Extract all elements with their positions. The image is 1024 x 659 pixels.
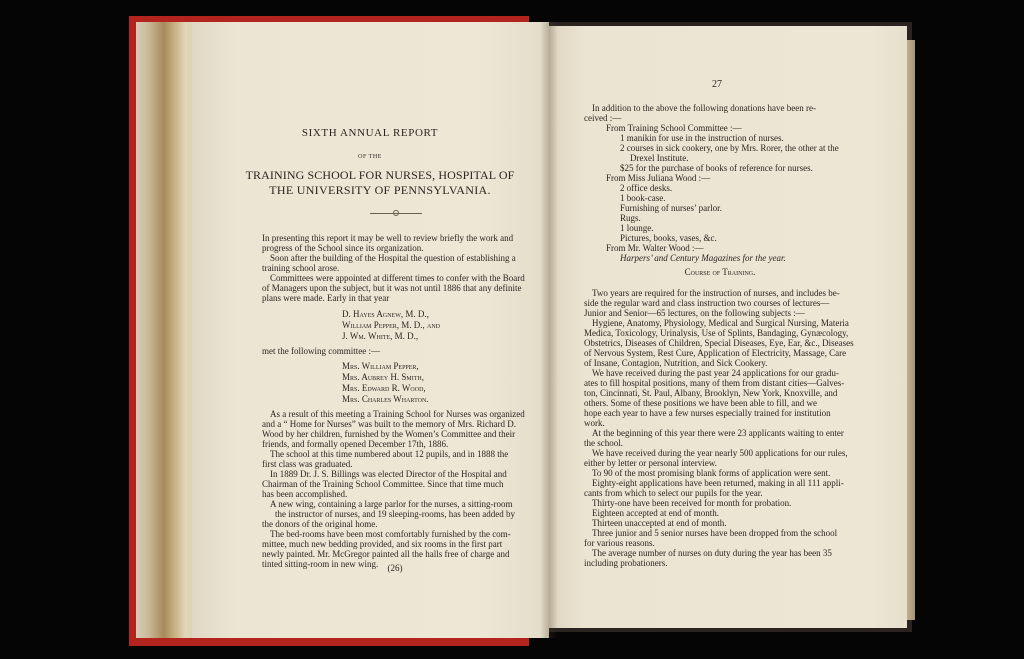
history-line-8: Chairman of the Training School Committee. Since that time much <box>262 479 504 489</box>
donations-line-4: 1 manikin for use in the instruction of nurses. <box>620 133 784 143</box>
intro-line-4: training school arose. <box>262 263 340 273</box>
doctor-3: J. Wm. White, M. D., <box>342 331 419 341</box>
donations-line-16: Harpers’ and Century Magazines for the year. <box>620 253 786 263</box>
course-line-3: Junior and Senior—65 lectures, on the following subjects :— <box>584 308 805 318</box>
course-heading: Course of Training. <box>684 267 756 277</box>
history-line-14: mittee, much new bedding provided, and six rooms in the first part <box>262 539 503 549</box>
course-line-20: Eighty-eight applications have been returned, making in all 111 appli- <box>592 478 844 488</box>
course-line-17: We have received during the year nearly 500 applications for our rules, <box>592 448 848 458</box>
school-title-line2: THE UNIVERSITY OF PENNSYLVANIA. <box>269 183 491 197</box>
intro-line-2: progress of the School since its organization. <box>262 243 424 253</box>
history-line-15: newly painted. Mr. McGregor painted all the halls free of charge and <box>262 549 510 559</box>
course-line-15: At the beginning of this year there were 23 applicants waiting to enter <box>592 428 844 438</box>
page-edge-stack <box>136 22 198 638</box>
course-line-27: The average number of nurses on duty during the year has been 35 <box>592 548 832 558</box>
course-line-5: Medica, Toxicology, Urinalysis, Use of Splints, Bandaging, Gynæcology, <box>584 328 849 338</box>
course-line-21: cants from which to select our pupils for the year. <box>584 488 763 498</box>
donations-line-7: $25 for the purchase of books of reference for nurses. <box>620 163 813 173</box>
school-title-line1: TRAINING SCHOOL FOR NURSES, HOSPITAL OF <box>245 168 515 182</box>
donations-line-3: From Training School Committee :— <box>606 123 742 133</box>
course-line-2: side the regular ward and class instruction two courses of lectures— <box>584 298 830 308</box>
course-line-6: Obstetrics, Diseases of Children, Special Diseases, Eye, Ear, &c., Diseases <box>584 338 854 348</box>
course-line-26: for various reasons. <box>584 538 655 548</box>
donations-line-15: From Mr. Walter Wood :— <box>606 243 704 253</box>
history-line-1: As a result of this meeting a Training School for Nurses was organized <box>270 409 525 419</box>
course-line-14: work. <box>584 418 605 428</box>
course-line-7: of Nervous System, Rest Cure, Application of Electricity, Massage, Care <box>584 348 847 358</box>
history-line-7: In 1889 Dr. J. S. Billings was elected Director of the Hospital and <box>270 469 507 479</box>
intro-line-6: of Managers upon the subject, but it was not until 1886 that any definite <box>262 283 522 293</box>
right-page-number: 27 <box>712 79 722 90</box>
intro-line-5: Committees were appointed at different times to confer with the Board <box>270 273 525 283</box>
donations-line-5: 2 courses in sick cookery, one by Mrs. Rorer, the other at the <box>620 143 839 153</box>
committee-member-2: Mrs. Aubrey H. Smith, <box>342 372 425 382</box>
course-line-12: others. Some of these positions we have been able to fill, and we <box>584 398 817 408</box>
doctor-2: William Pepper, M. D., and <box>342 320 441 330</box>
donations-line-1: In addition to the above the following donations have been re- <box>592 103 816 113</box>
course-line-25: Three junior and 5 senior nurses have been dropped from the school <box>592 528 838 538</box>
course-line-10: ates to fill hospital positions, many of them from distant cities—Galves- <box>584 378 845 388</box>
course-line-4: Hygiene, Anatomy, Physiology, Medical and Surgical Nursing, Materia <box>592 318 849 328</box>
donations-line-8: From Miss Juliana Wood :— <box>606 173 711 183</box>
report-title: SIXTH ANNUAL REPORT <box>301 127 439 139</box>
met-committee-line: met the following committee :— <box>262 346 380 356</box>
donations-line-2: ceived :— <box>584 113 622 123</box>
course-line-18: either by letter or personal interview. <box>584 458 717 468</box>
course-line-24: Thirteen unaccepted at end of month. <box>592 518 727 528</box>
donations-line-12: Rugs. <box>620 213 641 223</box>
course-line-28: including probationers. <box>584 558 668 568</box>
doctor-1: D. Hayes Agnew, M. D., <box>342 309 429 319</box>
course-line-11: ton, Cincinnati, St. Paul, Albany, Brooklyn, New York, Knoxville, and <box>584 388 838 398</box>
committee-member-4: Mrs. Charles Wharton. <box>342 394 429 404</box>
course-line-13: hope each year to have a few nurses especially trained for institution <box>584 408 831 418</box>
course-line-16: the school. <box>584 438 623 448</box>
course-line-22: Thirty-one have been received for month for probation. <box>592 498 792 508</box>
history-line-13: The bed-rooms have been most comfortably furnished by the com- <box>270 529 511 539</box>
history-line-2: and a “ Home for Nurses” was built to the memory of Mrs. Richard D. <box>262 419 516 429</box>
course-line-8: of Insane, Contagion, Nutrition, and Sick Cookery. <box>584 358 768 368</box>
course-line-23: Eighteen accepted at end of month. <box>592 508 719 518</box>
history-line-10: A new wing, containing a large parlor for the nurses, a sitting-room <box>270 499 513 509</box>
left-page-number: (26) <box>387 563 403 573</box>
history-line-6: first class was graduated. <box>262 459 353 469</box>
title-ornament-dot <box>393 210 399 216</box>
intro-line-7: plans were made. Early in that year <box>262 293 390 303</box>
course-line-9: We have received during the past year 24 applications for our gradu- <box>592 368 839 378</box>
history-line-5: The school at this time numbered about 12 pupils, and in 1888 the <box>270 449 509 459</box>
donations-line-9: 2 office desks. <box>620 183 673 193</box>
committee-member-1: Mrs. William Pepper, <box>342 361 419 371</box>
donations-line-11: Furnishing of nurses’ parlor. <box>620 203 722 213</box>
intro-line-3: Soon after the building of the Hospital the question of establishing a <box>270 253 516 263</box>
donations-line-10: 1 book-case. <box>620 193 666 203</box>
intro-line-1: In presenting this report it may be well to review briefly the work and <box>262 233 514 243</box>
history-line-16: tinted sitting-room in new wing. <box>262 559 379 569</box>
committee-member-3: Mrs. Edward R. Wood, <box>342 383 426 393</box>
book-gutter <box>540 22 558 638</box>
report-title-of: OF THE <box>358 154 382 160</box>
history-line-11: the instructor of nurses, and 19 sleeping-rooms, has been added by <box>275 509 515 519</box>
donations-line-14: Pictures, books, vases, &c. <box>620 233 717 243</box>
history-line-9: has been accomplished. <box>262 489 348 499</box>
course-line-19: To 90 of the most promising blank forms of application were sent. <box>592 468 831 478</box>
course-line-1: Two years are required for the instruction of nurses, and includes be- <box>592 288 840 298</box>
history-line-4: friends, and formally opened December 17th, 1886. <box>262 439 449 449</box>
history-line-3: Wood by her children, furnished by the Women’s Committee and their <box>262 429 516 439</box>
donations-line-13: 1 lounge. <box>620 223 654 233</box>
donations-line-6: Drexel Institute. <box>630 153 689 163</box>
history-line-12: the donors of the original home. <box>262 519 378 529</box>
